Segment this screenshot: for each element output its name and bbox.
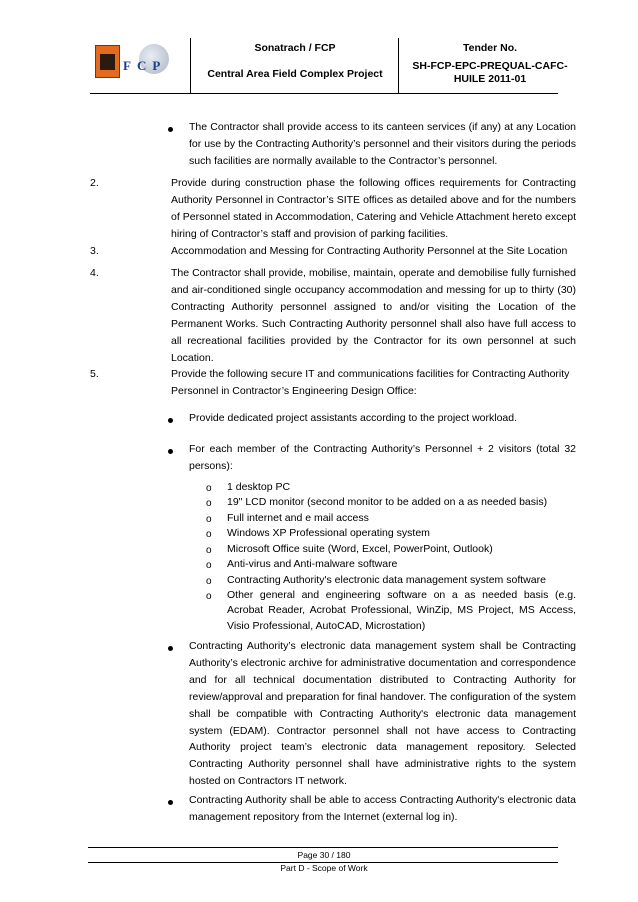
tender-label: Tender No. bbox=[462, 42, 518, 54]
sonatrach-logo bbox=[95, 45, 120, 78]
sub-list-item: Microsoft Office suite (Word, Excel, PowerPoint, Outlook) bbox=[227, 543, 493, 555]
item-number: 4. bbox=[90, 267, 99, 279]
tender-number: SH-FCP-EPC-PREQUAL-CAFC-HUILE 2011-01 bbox=[412, 60, 568, 85]
document-part: Part D - Scope of Work bbox=[280, 863, 368, 873]
sub-list-item: 1 desktop PC bbox=[227, 481, 291, 493]
header-rule bbox=[90, 93, 558, 94]
company-name: Sonatrach / FCP bbox=[254, 42, 336, 54]
sub-list-item: 19" LCD monitor (second monitor to be added on a as needed basis) bbox=[227, 496, 548, 508]
bullet-icon bbox=[168, 800, 173, 805]
list-item: Provide during construction phase the following offices requirements for Contracting Authority Personnel in Contractor’s SITE offices as detailed above and for the numbers of Personnel stated in Accommodation, Catering and Vehicle Attachment hereto except hiring of Contractor’s staff and provision of parking facilities. bbox=[171, 177, 576, 240]
sub-bullet-icon: o bbox=[206, 529, 212, 540]
sub-bullet-icon: o bbox=[206, 483, 212, 494]
bullet-icon bbox=[168, 646, 173, 651]
footer-rule bbox=[88, 847, 558, 848]
bullet-icon bbox=[168, 418, 173, 423]
list-item: Provide dedicated project assistants according to the project workload. bbox=[189, 412, 518, 424]
item-number: 3. bbox=[90, 245, 99, 257]
header-divider bbox=[398, 38, 399, 93]
item-number: 5. bbox=[90, 368, 99, 380]
header-divider bbox=[190, 38, 191, 93]
item-number: 2. bbox=[90, 177, 99, 189]
sub-list-item: Contracting Authority's electronic data management system software bbox=[227, 574, 546, 586]
sub-list-item: Other general and engineering software on a as needed basis (e.g. Acrobat Reader, Acrobat Professional, WinZip, MS Project, MS Access, Visio Professional, AutoCAD, Microstation) bbox=[227, 589, 576, 632]
fcp-logo-text: FCP bbox=[123, 58, 167, 73]
page-number: Page 30 / 180 bbox=[297, 850, 351, 860]
sub-bullet-icon: o bbox=[206, 545, 212, 556]
sub-list-item: Anti-virus and Anti-malware software bbox=[227, 558, 398, 570]
fcp-logo bbox=[121, 44, 183, 78]
bullet-icon bbox=[168, 127, 173, 132]
sub-bullet-icon: o bbox=[206, 498, 212, 509]
sub-list-item: Full internet and e mail access bbox=[227, 512, 369, 524]
sub-bullet-icon: o bbox=[206, 576, 212, 587]
list-item: Contracting Authority’s electronic data management system shall be Contracting Authority’s electronic archive for administrative documentation and correspondence and for all technical documentation distributed to Contracting Authority for review/approval and preparation for final handover. The configuration of the system shall be compatible with Contracting Authority's electronic data management system (EDAM). Contractor personnel shall not have access to Contracting Authority project team’s electronic data management repository. Selected Contracting Authority personnel shall have administrative rights to the system hosted on Contractors IT network. bbox=[189, 640, 576, 788]
list-item: Contracting Authority shall be able to access Contracting Authority's electronic data management repository from the Internet (external log in). bbox=[189, 794, 576, 823]
project-name: Central Area Field Complex Project bbox=[207, 68, 383, 80]
sub-bullet-icon: o bbox=[206, 514, 212, 525]
sub-list-item: Windows XP Professional operating system bbox=[227, 527, 430, 539]
bullet-icon bbox=[168, 449, 173, 454]
sub-bullet-icon: o bbox=[206, 591, 212, 602]
list-item: Accommodation and Messing for Contracting Authority Personnel at the Site Location bbox=[171, 245, 568, 257]
list-item: The Contractor shall provide, mobilise, maintain, operate and demobilise fully furnished and air-conditioned single occupancy accommodation and messing for up to thirty (30) Contracting Authority personnel assigned to and/or visiting the Location of the Permanent Works. Such Contracting Authority personnel shall also have full access to all recreational facilities provided by the Contractor for its own personnel at such Location. bbox=[171, 267, 576, 364]
sub-bullet-icon: o bbox=[206, 560, 212, 571]
list-item: The Contractor shall provide access to its canteen services (if any) at any Location for use by the Contracting Authority’s personnel and their visitors during the periods such facilities are normally available to the Contractor’s personnel. bbox=[189, 121, 576, 167]
list-item: Provide the following secure IT and communications facilities for Contracting Authority Personnel in Contractor’s Engineering Design Office: bbox=[171, 368, 570, 397]
list-item: For each member of the Contracting Authority’s Personnel + 2 visitors (total 32 persons): bbox=[189, 443, 576, 472]
